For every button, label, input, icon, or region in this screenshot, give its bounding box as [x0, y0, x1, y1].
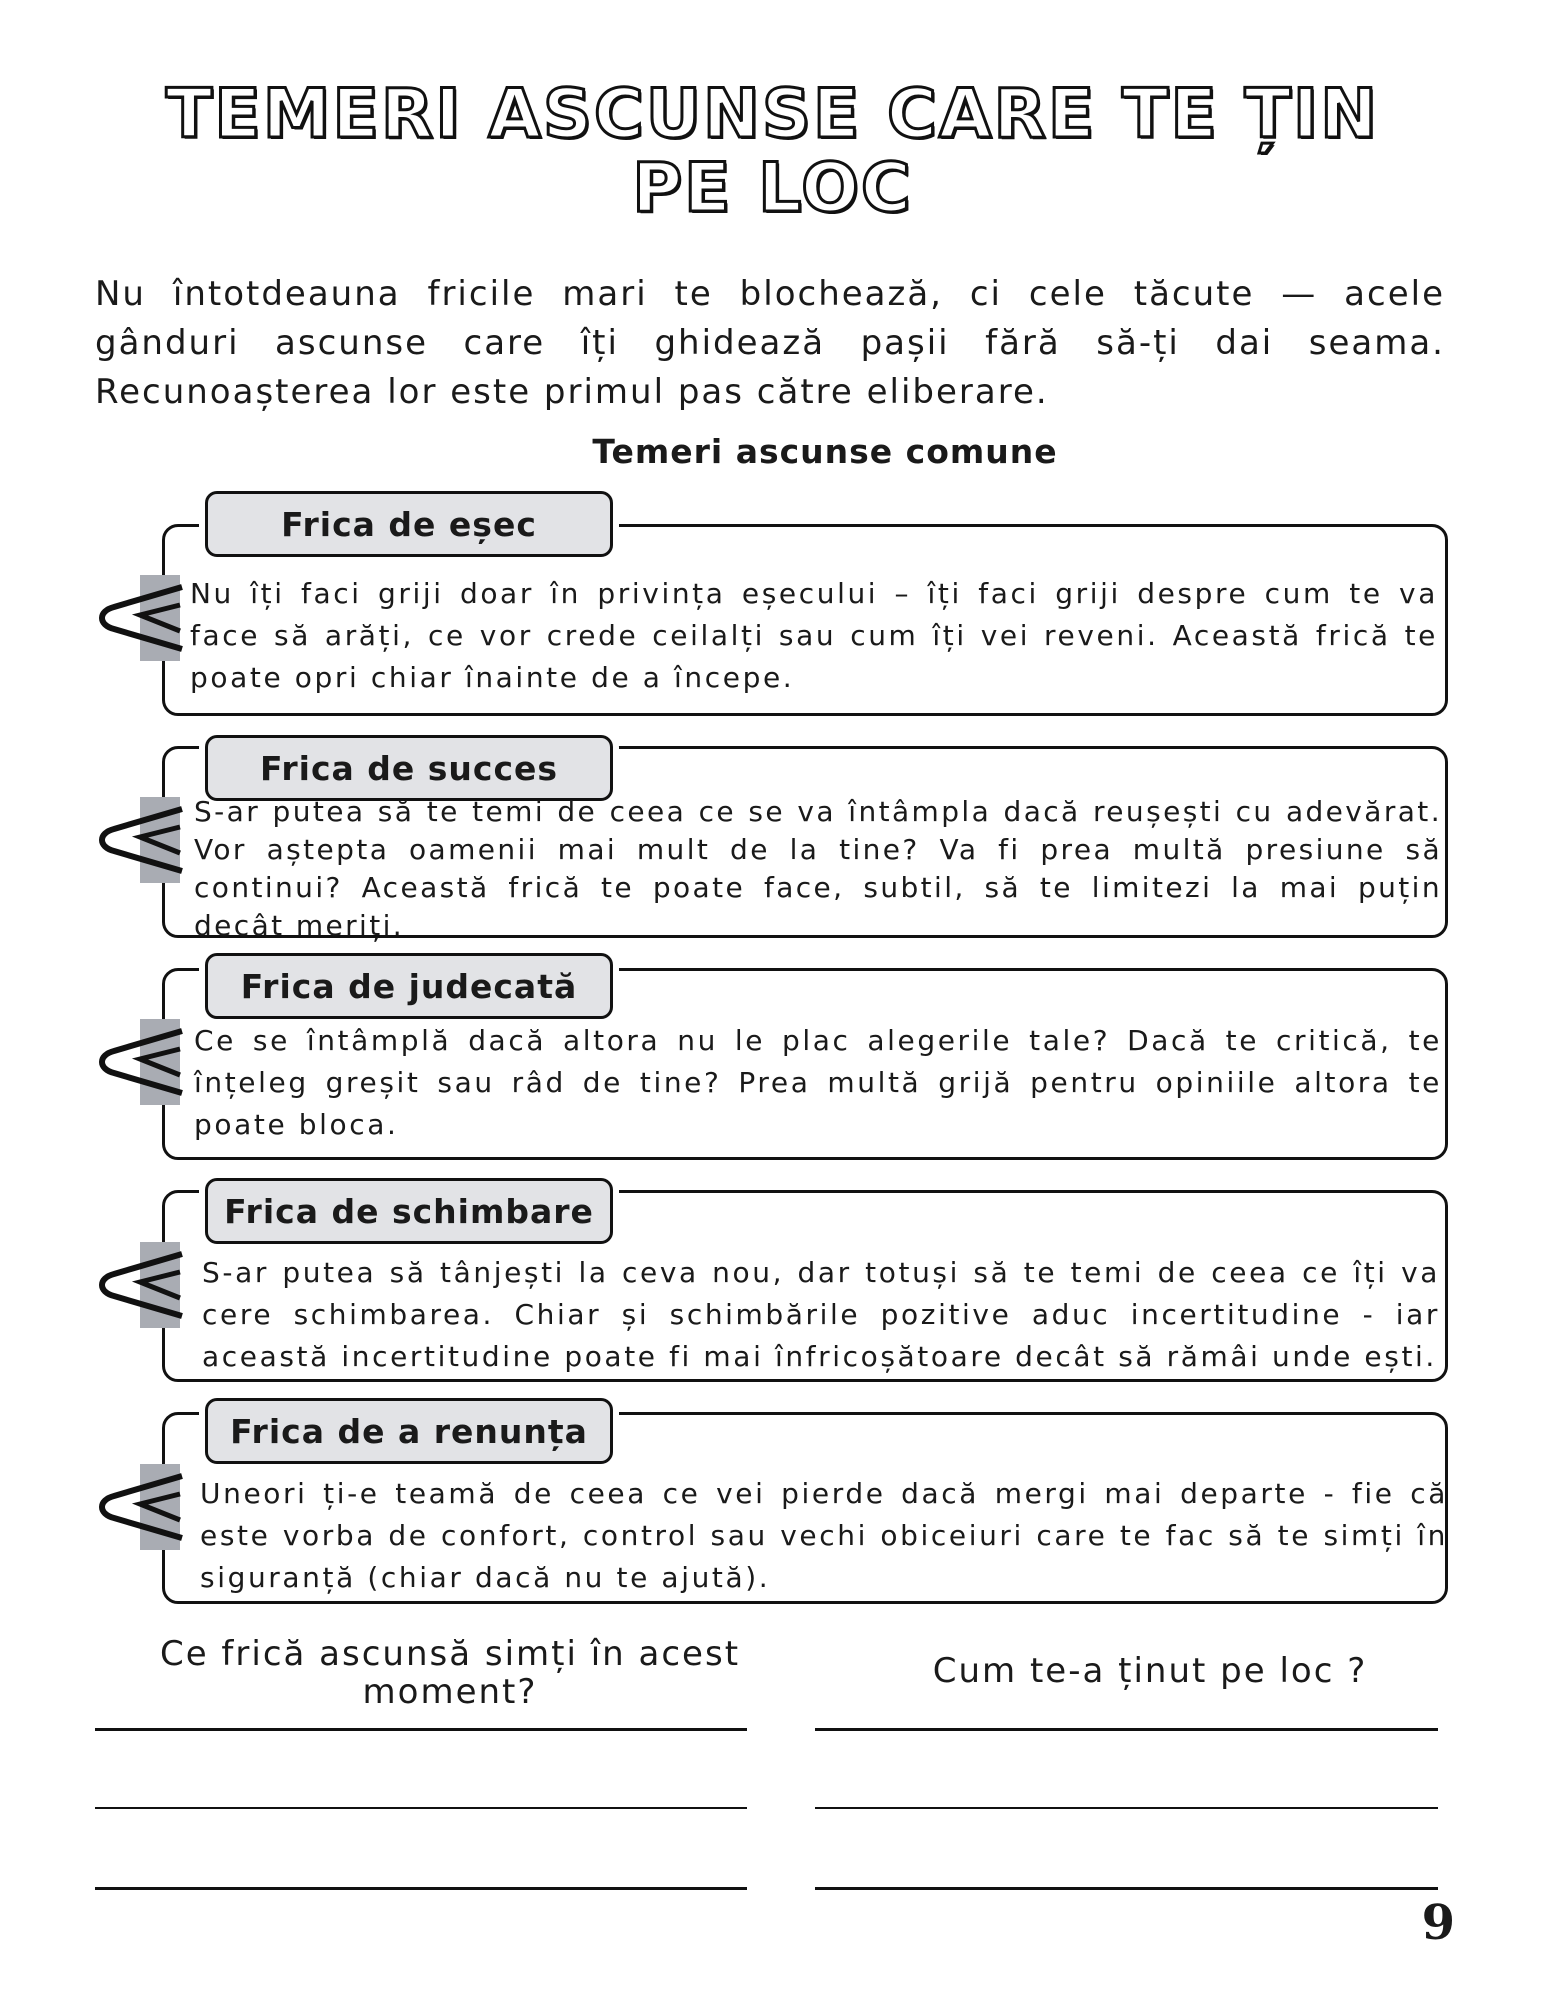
intro-paragraph: Nu întotdeauna fricile mari te blochează, ci cele tăcute — acele gânduri ascunse care îți ghidează pașii fără să-ți dai seama. Recunoașterea lor este primul pas către eliberare. — [95, 274, 1445, 412]
binder-clip-icon — [92, 795, 187, 885]
binder-clip-icon — [92, 573, 187, 663]
fear-label-judgement: Frica de judecată — [205, 953, 613, 1019]
binder-clip-icon — [92, 1017, 187, 1107]
binder-clip-icon — [92, 1462, 187, 1552]
question-hidden-fear: Ce frică ascunsă simți în acest moment? — [159, 1634, 741, 1712]
answer-line-right-3[interactable] — [815, 1887, 1438, 1890]
fear-label-change: Frica de schimbare — [205, 1178, 613, 1244]
fear-label-failure: Frica de eșec — [205, 491, 613, 557]
fear-text-judgement: Ce se întâmplă dacă altora nu le plac alegerile tale? Dacă te critică, te înțeleg greșit sau râd de tine? Prea multă grijă pentru opiniile altora te poate bloca. — [194, 1024, 1442, 1141]
answer-line-left-3[interactable] — [95, 1887, 747, 1890]
answer-line-left-2[interactable] — [95, 1807, 747, 1809]
answer-line-right-1[interactable] — [815, 1728, 1438, 1731]
fear-text-change: S-ar putea să tânjești la ceva nou, dar totuși să te temi de ceea ce îți va cere schimbarea. Chiar și schimbările pozitive aduc incertitudine - iar această incertitudine poate fi mai înfricoșătoare decât să rămâi unde ești. — [202, 1256, 1440, 1373]
binder-clip-icon — [92, 1240, 187, 1330]
answer-line-left-1[interactable] — [95, 1728, 747, 1731]
fear-label-letting-go: Frica de a renunța — [205, 1398, 613, 1464]
page-number: 9 — [1421, 1895, 1455, 1951]
question-held-back: Cum te-a ținut pe loc ? — [932, 1651, 1368, 1691]
fear-text-success: S-ar putea să te temi de ceea ce se va întâmpla dacă reușești cu adevărat. Vor aștepta oamenii mai mult de la tine? Va fi prea multă presiune să continui? Această frică te poate face, subtil, să te limitezi la mai puțin decât meriți. — [194, 795, 1442, 942]
answer-line-right-2[interactable] — [815, 1807, 1438, 1809]
fear-text-failure: Nu îți faci griji doar în privința eșecului – îți faci griji despre cum te va face să arăți, ce vor crede ceilalți sau cum îți vei reveni. Această frică te poate opri chiar înainte de a începe. — [190, 577, 1438, 694]
section-heading: Temeri ascunse comune — [592, 432, 1058, 471]
fear-text-letting-go: Uneori ți-e teamă de ceea ce vei pierde dacă mergi mai departe - fie că este vorba de confort, control sau vechi obiceiuri care te fac să te simți în siguranță (chiar dacă nu te ajută). — [200, 1477, 1448, 1594]
fear-label-success: Frica de succes — [205, 735, 613, 801]
page-title: TEMERI ASCUNSE CARE TE ȚIN PE LOC — [165, 75, 1380, 228]
